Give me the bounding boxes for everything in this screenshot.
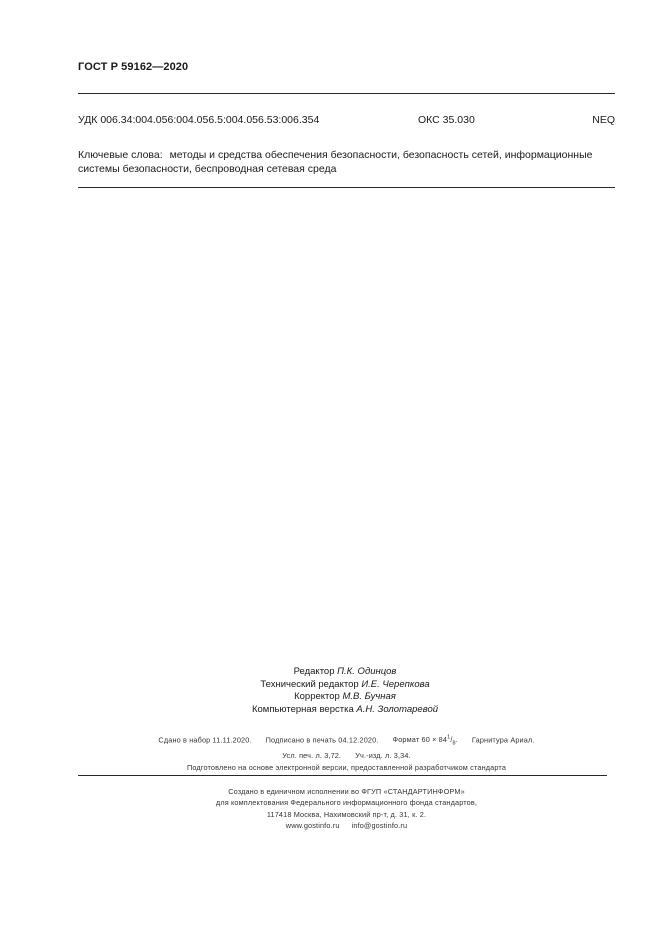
publisher-contacts (78, 820, 615, 831)
print-info-line-2 (78, 750, 615, 762)
submitted-date: Сдано в набор 11.11.2020. (158, 735, 252, 745)
top-divider (78, 93, 615, 94)
paper-format: Формат $60 \times 84^1/_8$. (392, 735, 458, 747)
staff-layout (180, 704, 510, 717)
editor-role: Редактор (293, 666, 335, 677)
staff-corrector (180, 691, 510, 704)
keywords-text: методы и средства обеспечения безопасности, безопасность сетей, информационные системы безопасности, беспроводная сетевая среда (78, 149, 593, 175)
print-info-line-3: Подготовлено на основе электронной версии, предоставленной разработчиком стандарта (186, 762, 507, 772)
keywords-block (78, 148, 618, 176)
editor-name: П.К. Одинцов (337, 666, 397, 677)
print-info-line-1 (78, 733, 615, 750)
publisher-line-2: для комплектования Федерального информационного фонда стандартов, (215, 798, 478, 808)
website-link[interactable]: www.gostinfo.ru (285, 821, 340, 831)
neq-marker: NEQ (592, 114, 615, 126)
email-link[interactable]: info@gostinfo.ru (351, 821, 408, 831)
oks-code: ОКС 35.030 (418, 114, 475, 126)
layout-role: Компьютерная верстка (251, 703, 354, 715)
keywords-label: Ключевые слова: (78, 149, 163, 161)
signed-date: Подписано в печать 04.12.2020. (265, 735, 379, 745)
document-code: ГОСТ Р 59162—2020 (78, 61, 189, 73)
format-denominator: 8 (452, 740, 456, 747)
tech-editor-name: И.Е. Черепкова (361, 678, 430, 690)
staff-editor (180, 666, 510, 679)
keywords-divider (78, 187, 615, 188)
publisher-address: 117418 Москва, Нахимовский пр-т, д. 31, к. 2. (266, 809, 427, 819)
staff-block (180, 666, 510, 716)
layout-name: А.Н. Золотаревой (356, 703, 439, 715)
staff-tech-editor (180, 679, 510, 692)
publisher-line-1: Создано в единичном исполнении во ФГУП «СТАНДАРТИНФОРМ» (228, 787, 465, 796)
corrector-role: Корректор (294, 691, 340, 702)
publisher-block (78, 786, 615, 832)
corrector-name: М.В. Бучная (342, 691, 396, 702)
print-info (78, 733, 615, 773)
udk-code: УДК 006.34:004.056:004.056.5:004.056.53:006.354 (78, 114, 320, 126)
format-prefix: Формат 60 × 84 (392, 735, 448, 745)
uch-izd-sheets: Уч.-изд. л. 3,34. (355, 751, 411, 761)
format-numerator: 1 (447, 735, 451, 741)
usl-pech-sheets: Усл. печ. л. 3,72. (282, 751, 342, 761)
tech-editor-role: Технический редактор (260, 678, 359, 690)
bottom-divider (78, 775, 607, 776)
classification-row (78, 114, 615, 128)
typeface: Гарнитура Ариал. (471, 735, 535, 745)
